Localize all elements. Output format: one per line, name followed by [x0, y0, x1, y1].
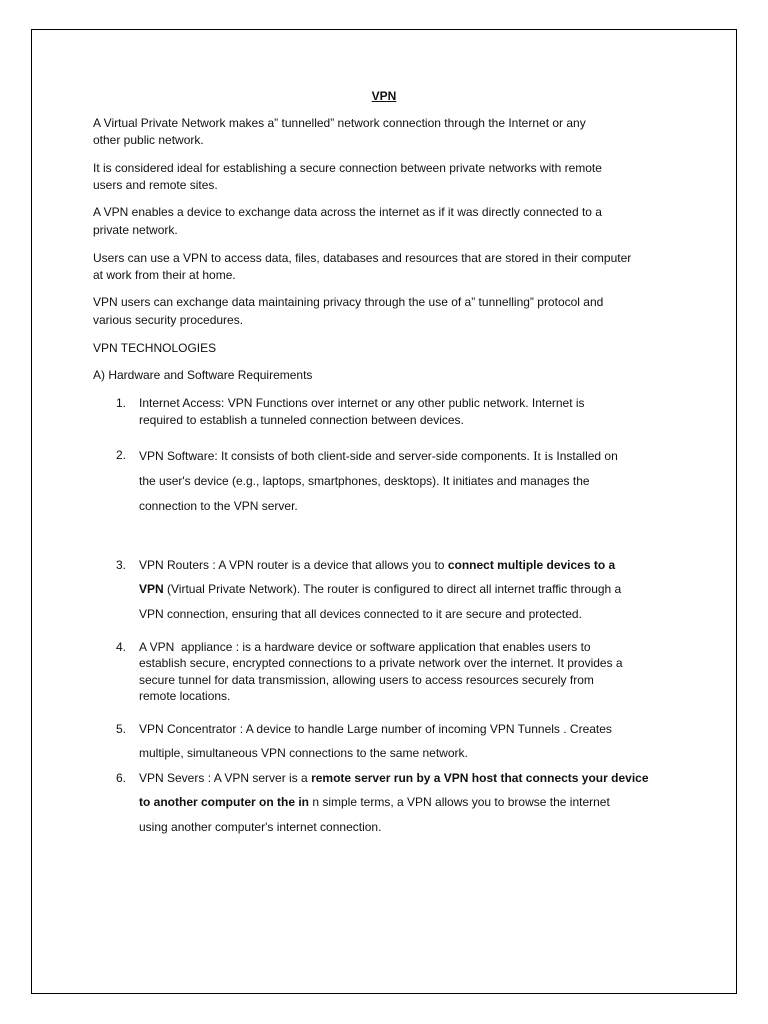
list-item-line: [139, 766, 735, 791]
list-item-text: remote locations.: [139, 689, 231, 704]
list-item-line: [139, 443, 735, 469]
list-item: [116, 553, 735, 627]
list-item-line: [139, 494, 735, 519]
section-heading: [93, 340, 733, 357]
list-item: [116, 639, 735, 705]
list-item-line: [139, 672, 735, 688]
list-item-text: multiple, simultaneous VPN connections to the same network.: [139, 746, 468, 760]
list-item-line: [139, 553, 735, 578]
list-item-line: [139, 412, 735, 429]
document-title: VPN: [371, 89, 397, 103]
list-item-text: Internet Access: VPN Functions over internet or any other public network. Internet is: [139, 395, 585, 410]
list-item-text: n simple terms, a VPN allows you to browse the internet: [309, 795, 610, 810]
list-item: [116, 766, 735, 840]
list-item-line: [139, 655, 735, 671]
list-item-bold-text: connect multiple devices to a: [447, 557, 616, 572]
list-item-text: secure tunnel for data transmission, allowing users to access resources securely from: [139, 672, 594, 687]
list-item-text-serif: It is: [533, 447, 554, 463]
list-item-number: 4.: [116, 639, 127, 654]
list-item-bold-text: remote server run by a VPN host that connects your device: [311, 770, 649, 785]
list-item-text: VPN Software: It consists of both client-side and server-side components.: [139, 448, 534, 463]
list-item-text: VPN connection, ensuring that all devices connected to it are secure and protected.: [139, 606, 582, 621]
section-heading-text: VPN TECHNOLOGIES: [93, 340, 217, 355]
subheading-text: A) Hardware and Software Requirements: [93, 367, 313, 382]
list-item-text: Installed on: [553, 448, 618, 463]
list-item-line: [139, 815, 735, 840]
paragraph-line: VPN users can exchange data maintaining privacy through the use of a” tunnelling” protocol and: [93, 295, 604, 309]
list-item-line: [139, 469, 735, 494]
list-item: [116, 443, 735, 519]
list-item: [116, 717, 735, 765]
list-item-text: establish secure, encrypted connections to a private network over the internet. It provides a: [139, 656, 623, 671]
paragraph: [93, 115, 733, 149]
list-item-line: [139, 688, 735, 704]
list-item-text: A VPN appliance : is a hardware device or software application that enables users to: [139, 639, 591, 654]
paragraph: [93, 203, 733, 239]
list-item-text: using another computer's internet connection.: [139, 819, 382, 834]
list-item-text: VPN Routers : A VPN router is a device that allows you to: [139, 557, 448, 572]
paragraph: [93, 250, 733, 284]
subheading: [93, 367, 733, 384]
list-item-line: [139, 717, 735, 741]
paragraph-line: A Virtual Private Network makes a” tunnelled” network connection through the Internet or any: [93, 115, 586, 130]
paragraph: [93, 160, 733, 194]
list-item: [116, 395, 735, 429]
list-item-number: 5.: [116, 722, 127, 736]
paragraph-line: A VPN enables a device to exchange data across the internet as if it was directly connected to a: [93, 205, 602, 219]
paragraph: [93, 293, 733, 329]
list-item-number: 1.: [116, 395, 127, 410]
paragraph-line: It is considered ideal for establishing a secure connection between private networks with remote: [93, 160, 602, 175]
paragraph-line: various security procedures.: [93, 313, 244, 327]
list-item-line: [139, 790, 735, 815]
list-item-line: [139, 602, 735, 627]
list-item-number: 3.: [116, 557, 127, 572]
paragraph-line: Users can use a VPN to access data, files, databases and resources that are stored in their computer: [93, 250, 632, 265]
paragraph-line: other public network.: [93, 132, 204, 147]
list-item-line: [139, 639, 735, 655]
list-item-text: VPN Concentrator : A device to handle Large number of incoming VPN Tunnels . Creates: [139, 722, 612, 736]
list-item-number: 2.: [116, 447, 127, 462]
list-item-bold-text: VPN: [139, 582, 164, 597]
list-item-text: (Virtual Private Network). The router is configured to direct all internet traffic through a: [163, 582, 622, 597]
list-item-bold-text: to another computer on the in: [139, 795, 309, 810]
paragraph-line: private network.: [93, 223, 178, 237]
list-item-number: 6.: [116, 770, 127, 785]
list-item-text: connection to the VPN server.: [139, 498, 298, 513]
list-item-line: [139, 395, 735, 412]
list-item-text: VPN Severs : A VPN server is a: [139, 770, 312, 785]
list-item-text: required to establish a tunneled connection between devices.: [139, 412, 464, 427]
paragraph-line: users and remote sites.: [93, 177, 218, 192]
list-item-text: the user's device (e.g., laptops, smartphones, desktops). It initiates and manages the: [139, 473, 590, 488]
list-item-line: [139, 577, 735, 602]
list-item-line: [139, 741, 735, 765]
paragraph-line: at work from their at home.: [93, 267, 236, 282]
